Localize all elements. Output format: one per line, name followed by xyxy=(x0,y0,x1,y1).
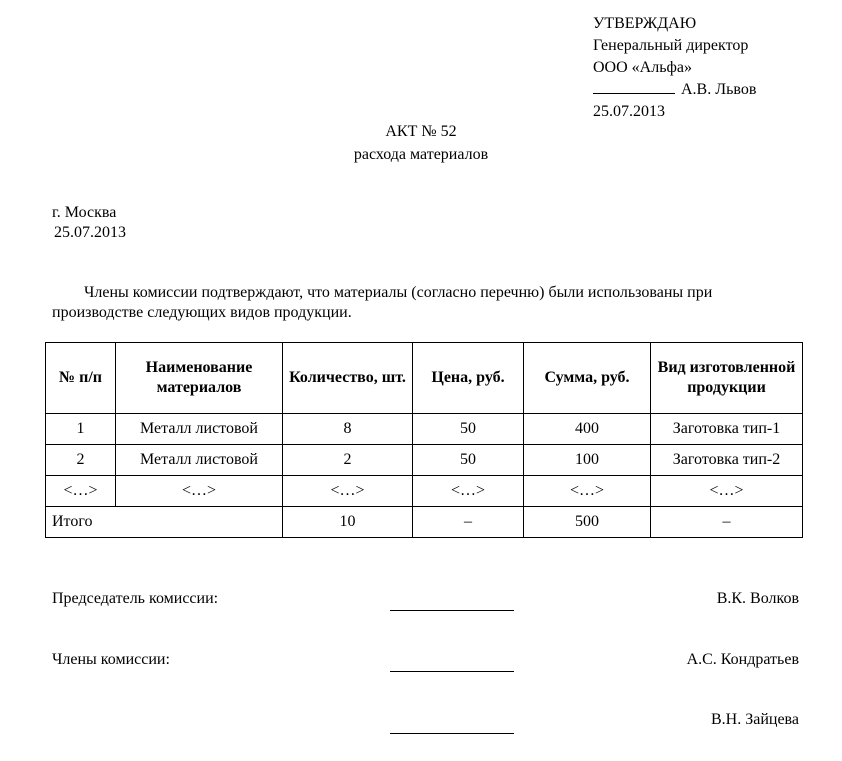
cell-product: Заготовка тип-1 xyxy=(651,414,803,445)
members-label: Члены комиссии: xyxy=(52,651,170,668)
table-row xyxy=(46,476,803,507)
header-product: Вид изготовленной продукции xyxy=(651,343,803,414)
document-date: 25.07.2013 xyxy=(54,224,126,241)
cell-qty: 2 xyxy=(283,445,413,476)
table-total-row xyxy=(46,507,803,538)
cell-name: Металл листовой xyxy=(116,445,283,476)
cell-sum: 100 xyxy=(524,445,651,476)
approval-date: 25.07.2013 xyxy=(593,103,665,120)
act-title-block xyxy=(0,120,842,166)
member1-name: А.С. Кондратьев xyxy=(686,651,799,668)
cell-num: <…> xyxy=(46,476,116,507)
chairman-signature-line xyxy=(390,610,514,611)
approval-signature-line xyxy=(593,79,675,94)
cell-qty: 8 xyxy=(283,414,413,445)
header-price: Цена, руб. xyxy=(413,343,524,414)
paragraph-line-2: производстве следующих видов продукции. xyxy=(52,304,352,321)
paragraph-line-1: Члены комиссии подтверждают, что материалы (согласно перечню) были использованы при xyxy=(84,284,713,301)
header-sum: Сумма, руб. xyxy=(524,343,651,414)
total-price: – xyxy=(413,507,524,538)
header-qty: Количество, шт. xyxy=(283,343,413,414)
total-qty: 10 xyxy=(283,507,413,538)
member2-name: В.Н. Зайцева xyxy=(710,711,799,728)
chairman-label: Председатель комиссии: xyxy=(52,590,219,607)
cell-sum: <…> xyxy=(524,476,651,507)
approval-signature-row xyxy=(593,79,756,101)
cell-sum: 400 xyxy=(524,414,651,445)
place: г. Москва xyxy=(52,204,117,221)
cell-price: 50 xyxy=(413,414,524,445)
member2-signature-line xyxy=(390,733,514,734)
approval-signer: А.В. Львов xyxy=(681,81,757,98)
cell-num: 2 xyxy=(46,445,116,476)
member1-signature-line xyxy=(390,671,514,672)
cell-name: Металл листовой xyxy=(116,414,283,445)
chairman-name: В.К. Волков xyxy=(716,590,799,607)
act-title: АКТ № 52 xyxy=(385,123,457,140)
cell-name: <…> xyxy=(116,476,283,507)
approval-block xyxy=(593,13,756,123)
cell-qty: <…> xyxy=(283,476,413,507)
table-header-row xyxy=(46,343,803,414)
total-label: Итого xyxy=(46,507,283,538)
cell-price: <…> xyxy=(413,476,524,507)
act-subtitle: расхода материалов xyxy=(353,146,489,163)
table-row xyxy=(46,414,803,445)
total-sum: 500 xyxy=(524,507,651,538)
cell-product: <…> xyxy=(651,476,803,507)
total-product: – xyxy=(651,507,803,538)
materials-table xyxy=(45,342,803,538)
header-name: Наименование материалов xyxy=(116,343,283,414)
header-num: № п/п xyxy=(46,343,116,414)
approval-heading: УТВЕРЖДАЮ xyxy=(593,15,697,32)
cell-num: 1 xyxy=(46,414,116,445)
cell-product: Заготовка тип-2 xyxy=(651,445,803,476)
table-row xyxy=(46,445,803,476)
cell-price: 50 xyxy=(413,445,524,476)
approval-company: ООО «Альфа» xyxy=(593,59,692,76)
intro-paragraph xyxy=(52,283,812,323)
approval-position: Генеральный директор xyxy=(593,37,749,54)
